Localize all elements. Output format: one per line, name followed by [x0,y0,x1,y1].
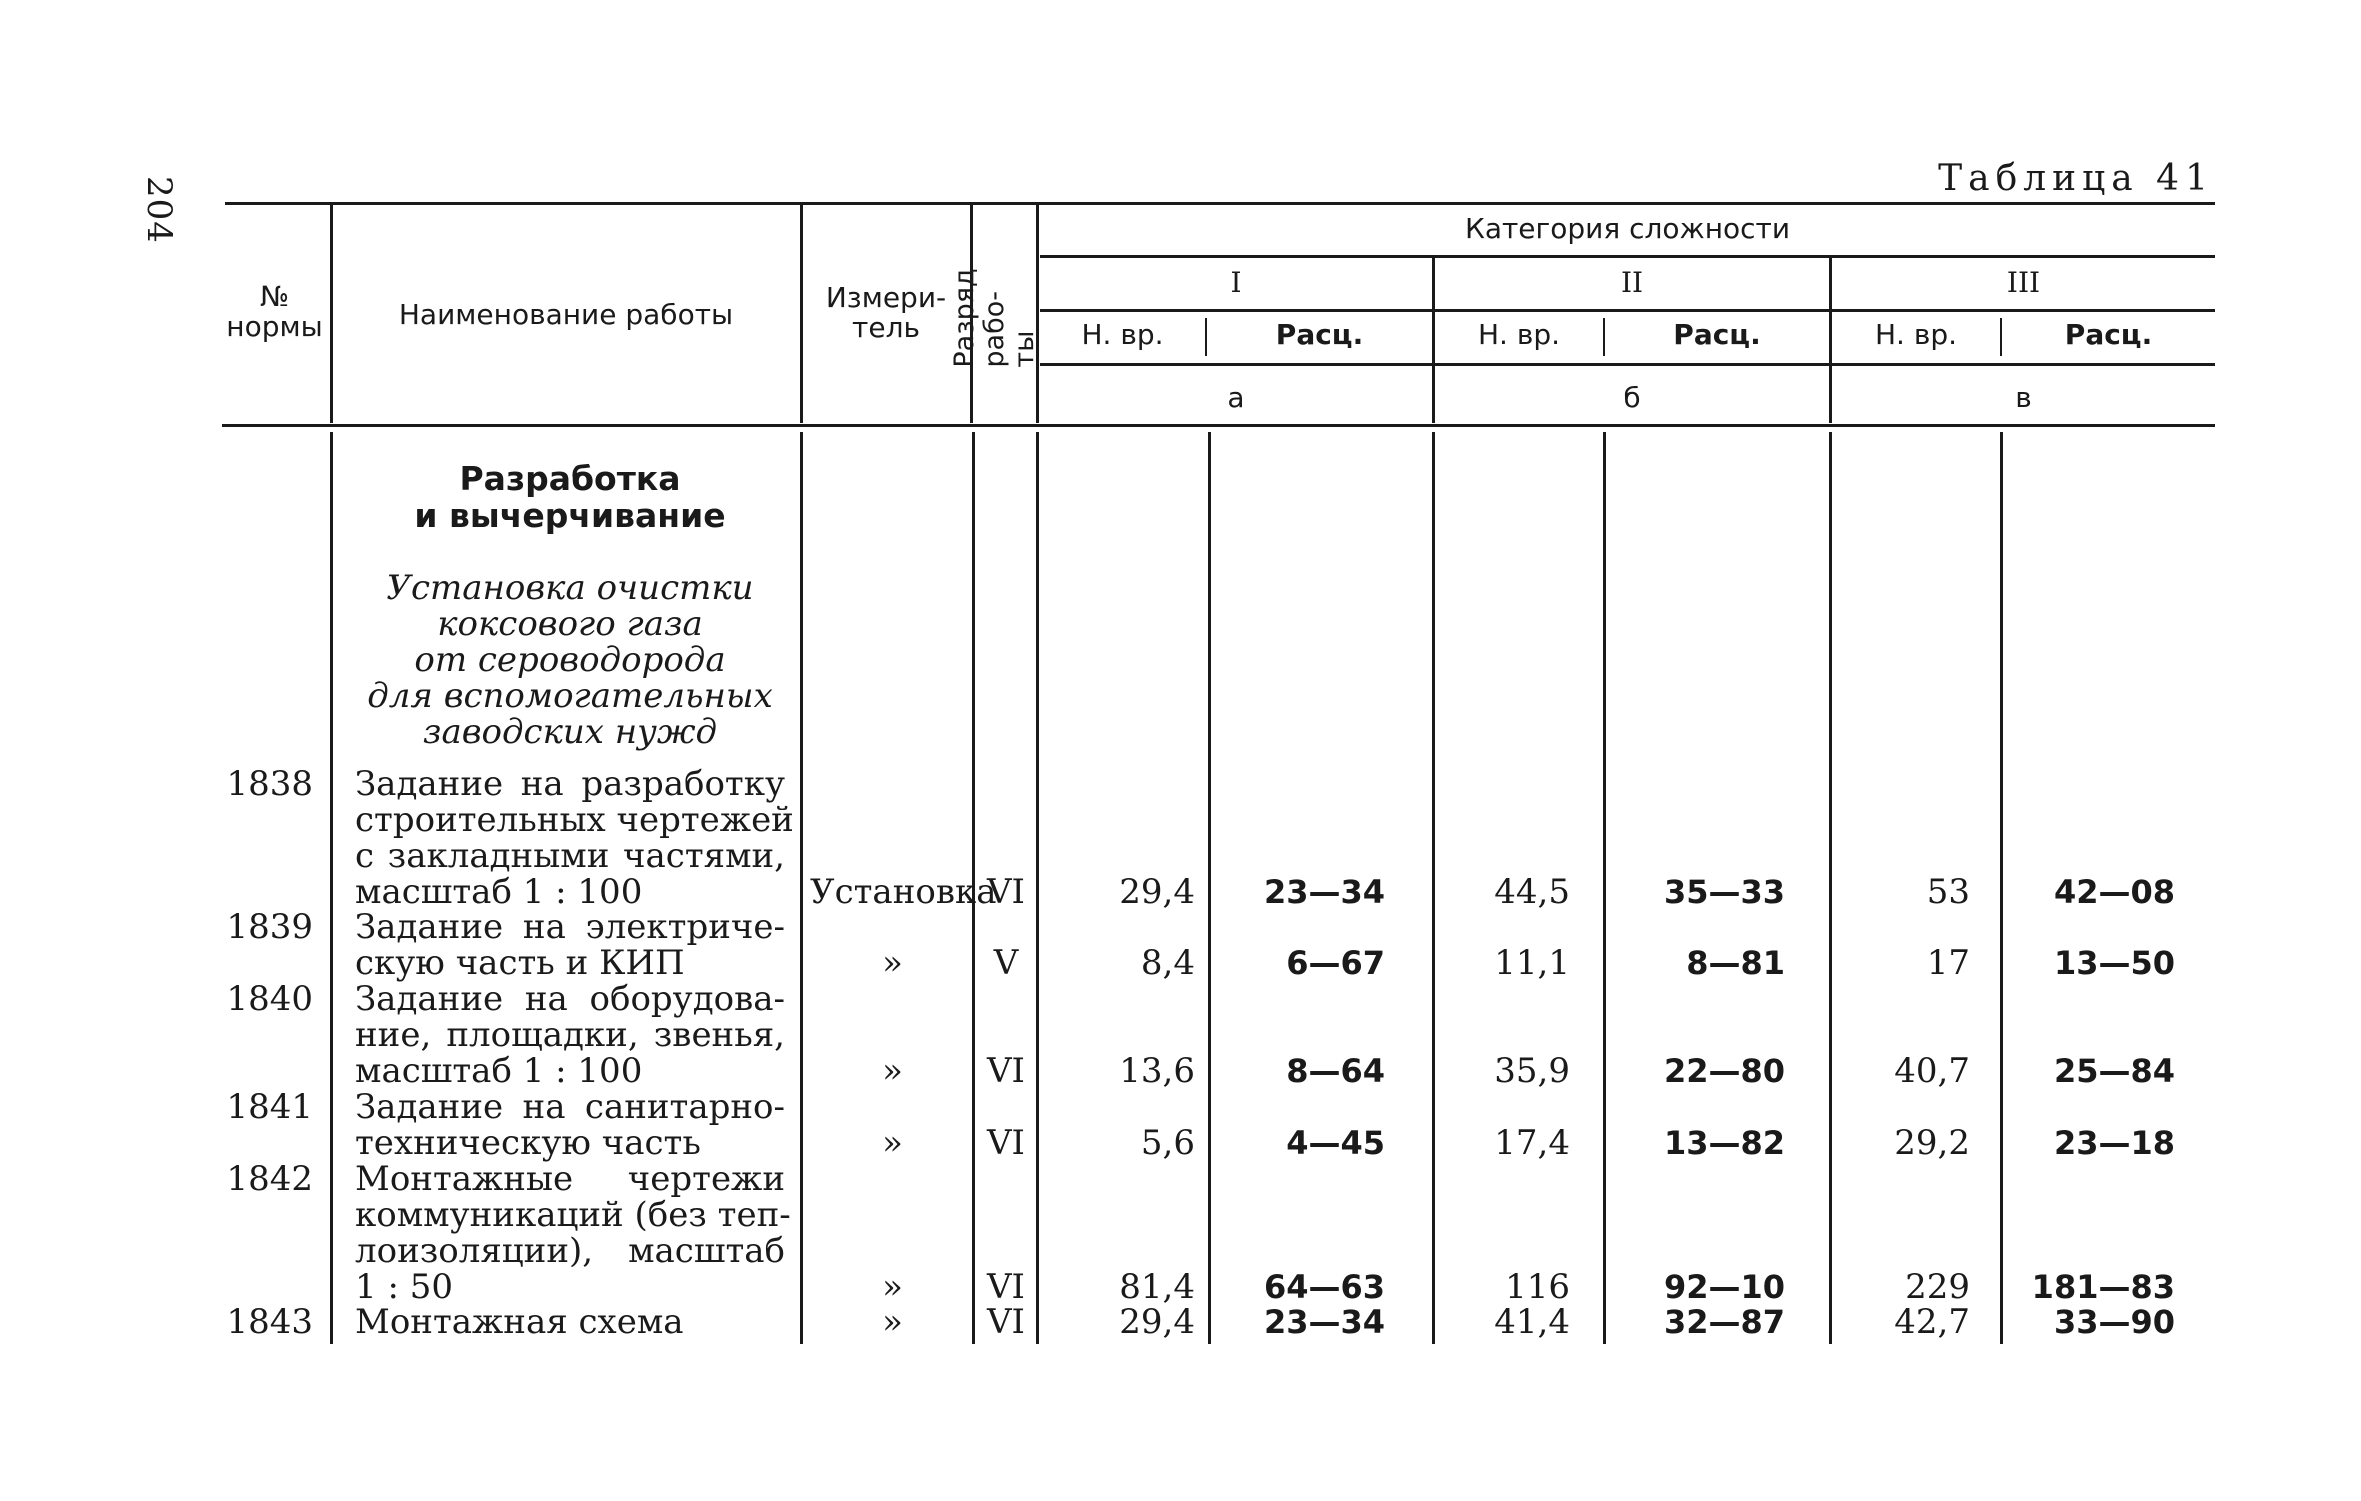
header-letter-a: а [1227,381,1245,414]
rate-3: 42—08 [2053,873,2175,911]
header-letter-v: в [2015,381,2032,414]
time-norm-2: 41,4 [1494,1302,1570,1342]
norm-number: 1842 [226,1159,313,1199]
time-norm-3: 17 [1926,943,1970,983]
body-divider [1036,432,1039,1344]
time-norm-1: 29,4 [1119,1302,1195,1342]
time-norm-2: 116 [1505,1267,1570,1307]
norm-number: 1838 [226,764,313,804]
norm-number: 1841 [226,1087,313,1127]
rate-1: 23—34 [1263,1303,1385,1341]
work-name [355,1089,785,1161]
table-caption: Таблица 41 [1938,158,2214,199]
work-name [355,981,785,1089]
header-divider [800,205,803,423]
body-divider [1208,432,1211,1344]
header-time-3: Н. вр. [1874,318,1958,351]
rule-categories [1040,309,2215,312]
work-name [355,1159,791,1307]
time-norm-2: 17,4 [1494,1123,1570,1163]
work-name-line: с закладными частями, [355,836,785,876]
time-norm-1: 5,6 [1140,1123,1195,1163]
time-norm-2: 11,1 [1494,943,1570,983]
rate-1: 64—63 [1263,1268,1385,1306]
time-norm-1: 13,6 [1119,1051,1195,1091]
header-category-1: I [1230,266,1242,299]
grade-value: VI [987,1267,1025,1307]
norm-number: 1839 [226,907,313,947]
header-rate-3: Расц. [2064,318,2153,351]
rule-subheaders [1040,363,2215,366]
time-norm-1: 81,4 [1119,1267,1195,1307]
time-norm-3: 40,7 [1894,1051,1970,1091]
norm-number: 1840 [226,979,313,1019]
page-number: 204 [138,176,179,244]
section-title: Разработка и вычерчивание [414,459,726,535]
work-name [355,764,794,912]
header-time-1: Н. вр. [1081,318,1164,351]
meter-value: Установка [810,872,997,912]
body-divider [1829,432,1832,1344]
work-name-line: 1 : 50 [355,1267,453,1307]
grade-value: VI [987,1302,1025,1342]
time-norm-1: 8,4 [1140,943,1195,983]
rule-top [225,202,2215,205]
rate-3: 23—18 [2053,1124,2175,1162]
rate-3: 33—90 [2053,1303,2175,1341]
rate-2: 8—81 [1686,944,1785,982]
rate-1: 4—45 [1286,1124,1385,1162]
work-name-line: Задание на электриче- [355,907,785,947]
header-category-3: III [2006,266,2041,299]
rate-1: 23—34 [1263,873,1385,911]
work-name-line: техническую часть [355,1123,701,1163]
header-grade-label: Разряд рабо- ты [949,267,1040,368]
header-work-name: Наименование работы [398,298,734,331]
subsection-title: Установка очистки коксового газа от сероводорода для вспомогательных заводских нужд [367,568,773,752]
body-divider [330,432,333,1344]
body-divider [1432,432,1435,1344]
header-grade [949,215,1040,420]
header-divider [330,205,333,423]
work-name-line: Задание на оборудова- [355,979,785,1019]
body-divider [800,432,803,1344]
header-rate-2: Расц. [1673,318,1761,351]
header-time-2: Н. вр. [1477,318,1561,351]
work-name-line: масштаб 1 : 100 [355,1051,643,1091]
time-norm-2: 44,5 [1494,872,1570,912]
meter-value: » [882,1267,903,1307]
rate-1: 8—64 [1286,1052,1385,1090]
time-norm-3: 29,2 [1894,1123,1970,1163]
rate-3: 181—83 [2031,1268,2175,1306]
work-name [355,1304,785,1340]
meter-value: » [882,1302,903,1342]
time-norm-3: 53 [1926,872,1970,912]
rule-header-bottom [222,424,2215,427]
rate-3: 25—84 [2053,1052,2175,1090]
work-name-line: масштаб 1 : 100 [355,872,643,912]
grade-value: VI [987,872,1025,912]
work-name-line: Задание на санитарно- [355,1087,785,1127]
header-letter-b: б [1623,381,1641,414]
work-name-line: скую часть и КИП [355,943,685,983]
rule-complexity [1040,255,2215,258]
header-complexity: Категория сложности [1464,212,1791,245]
work-name-line: Монтажные чертежи [355,1159,785,1199]
header-norm-no: № нормы [226,280,323,343]
rate-2: 22—80 [1663,1052,1785,1090]
rate-2: 35—33 [1663,873,1785,911]
meter-value: » [882,1051,903,1091]
body-divider [2000,432,2003,1344]
rate-2: 92—10 [1663,1268,1785,1306]
rate-3: 13—50 [2053,944,2175,982]
rate-2: 13—82 [1663,1124,1785,1162]
body-divider [1603,432,1606,1344]
grade-value: V [993,943,1019,983]
rate-1: 6—67 [1286,944,1385,982]
grade-value: VI [987,1123,1025,1163]
header-meter: Измери- тель [825,281,947,344]
norm-number: 1843 [226,1302,313,1342]
header-rate-1: Расц. [1275,318,1364,351]
work-name-line: лоизоляции), масштаб [355,1231,785,1271]
work-name-line: строительных чертежей [355,800,794,840]
work-name-line: коммуникаций (без теп- [355,1195,791,1235]
work-name [355,909,785,981]
time-norm-2: 35,9 [1494,1051,1570,1091]
time-norm-3: 229 [1905,1267,1970,1307]
rate-2: 32—87 [1663,1303,1785,1341]
work-name-line: ние, площадки, звенья, [355,1015,785,1055]
meter-value: » [882,1123,903,1163]
work-name-line: Задание на разработку [355,764,785,804]
meter-value: » [882,943,903,983]
grade-value: VI [987,1051,1025,1091]
header-category-2: II [1620,266,1644,299]
time-norm-1: 29,4 [1119,872,1195,912]
time-norm-3: 42,7 [1894,1302,1970,1342]
work-name-line: Монтажная схема [355,1302,684,1342]
